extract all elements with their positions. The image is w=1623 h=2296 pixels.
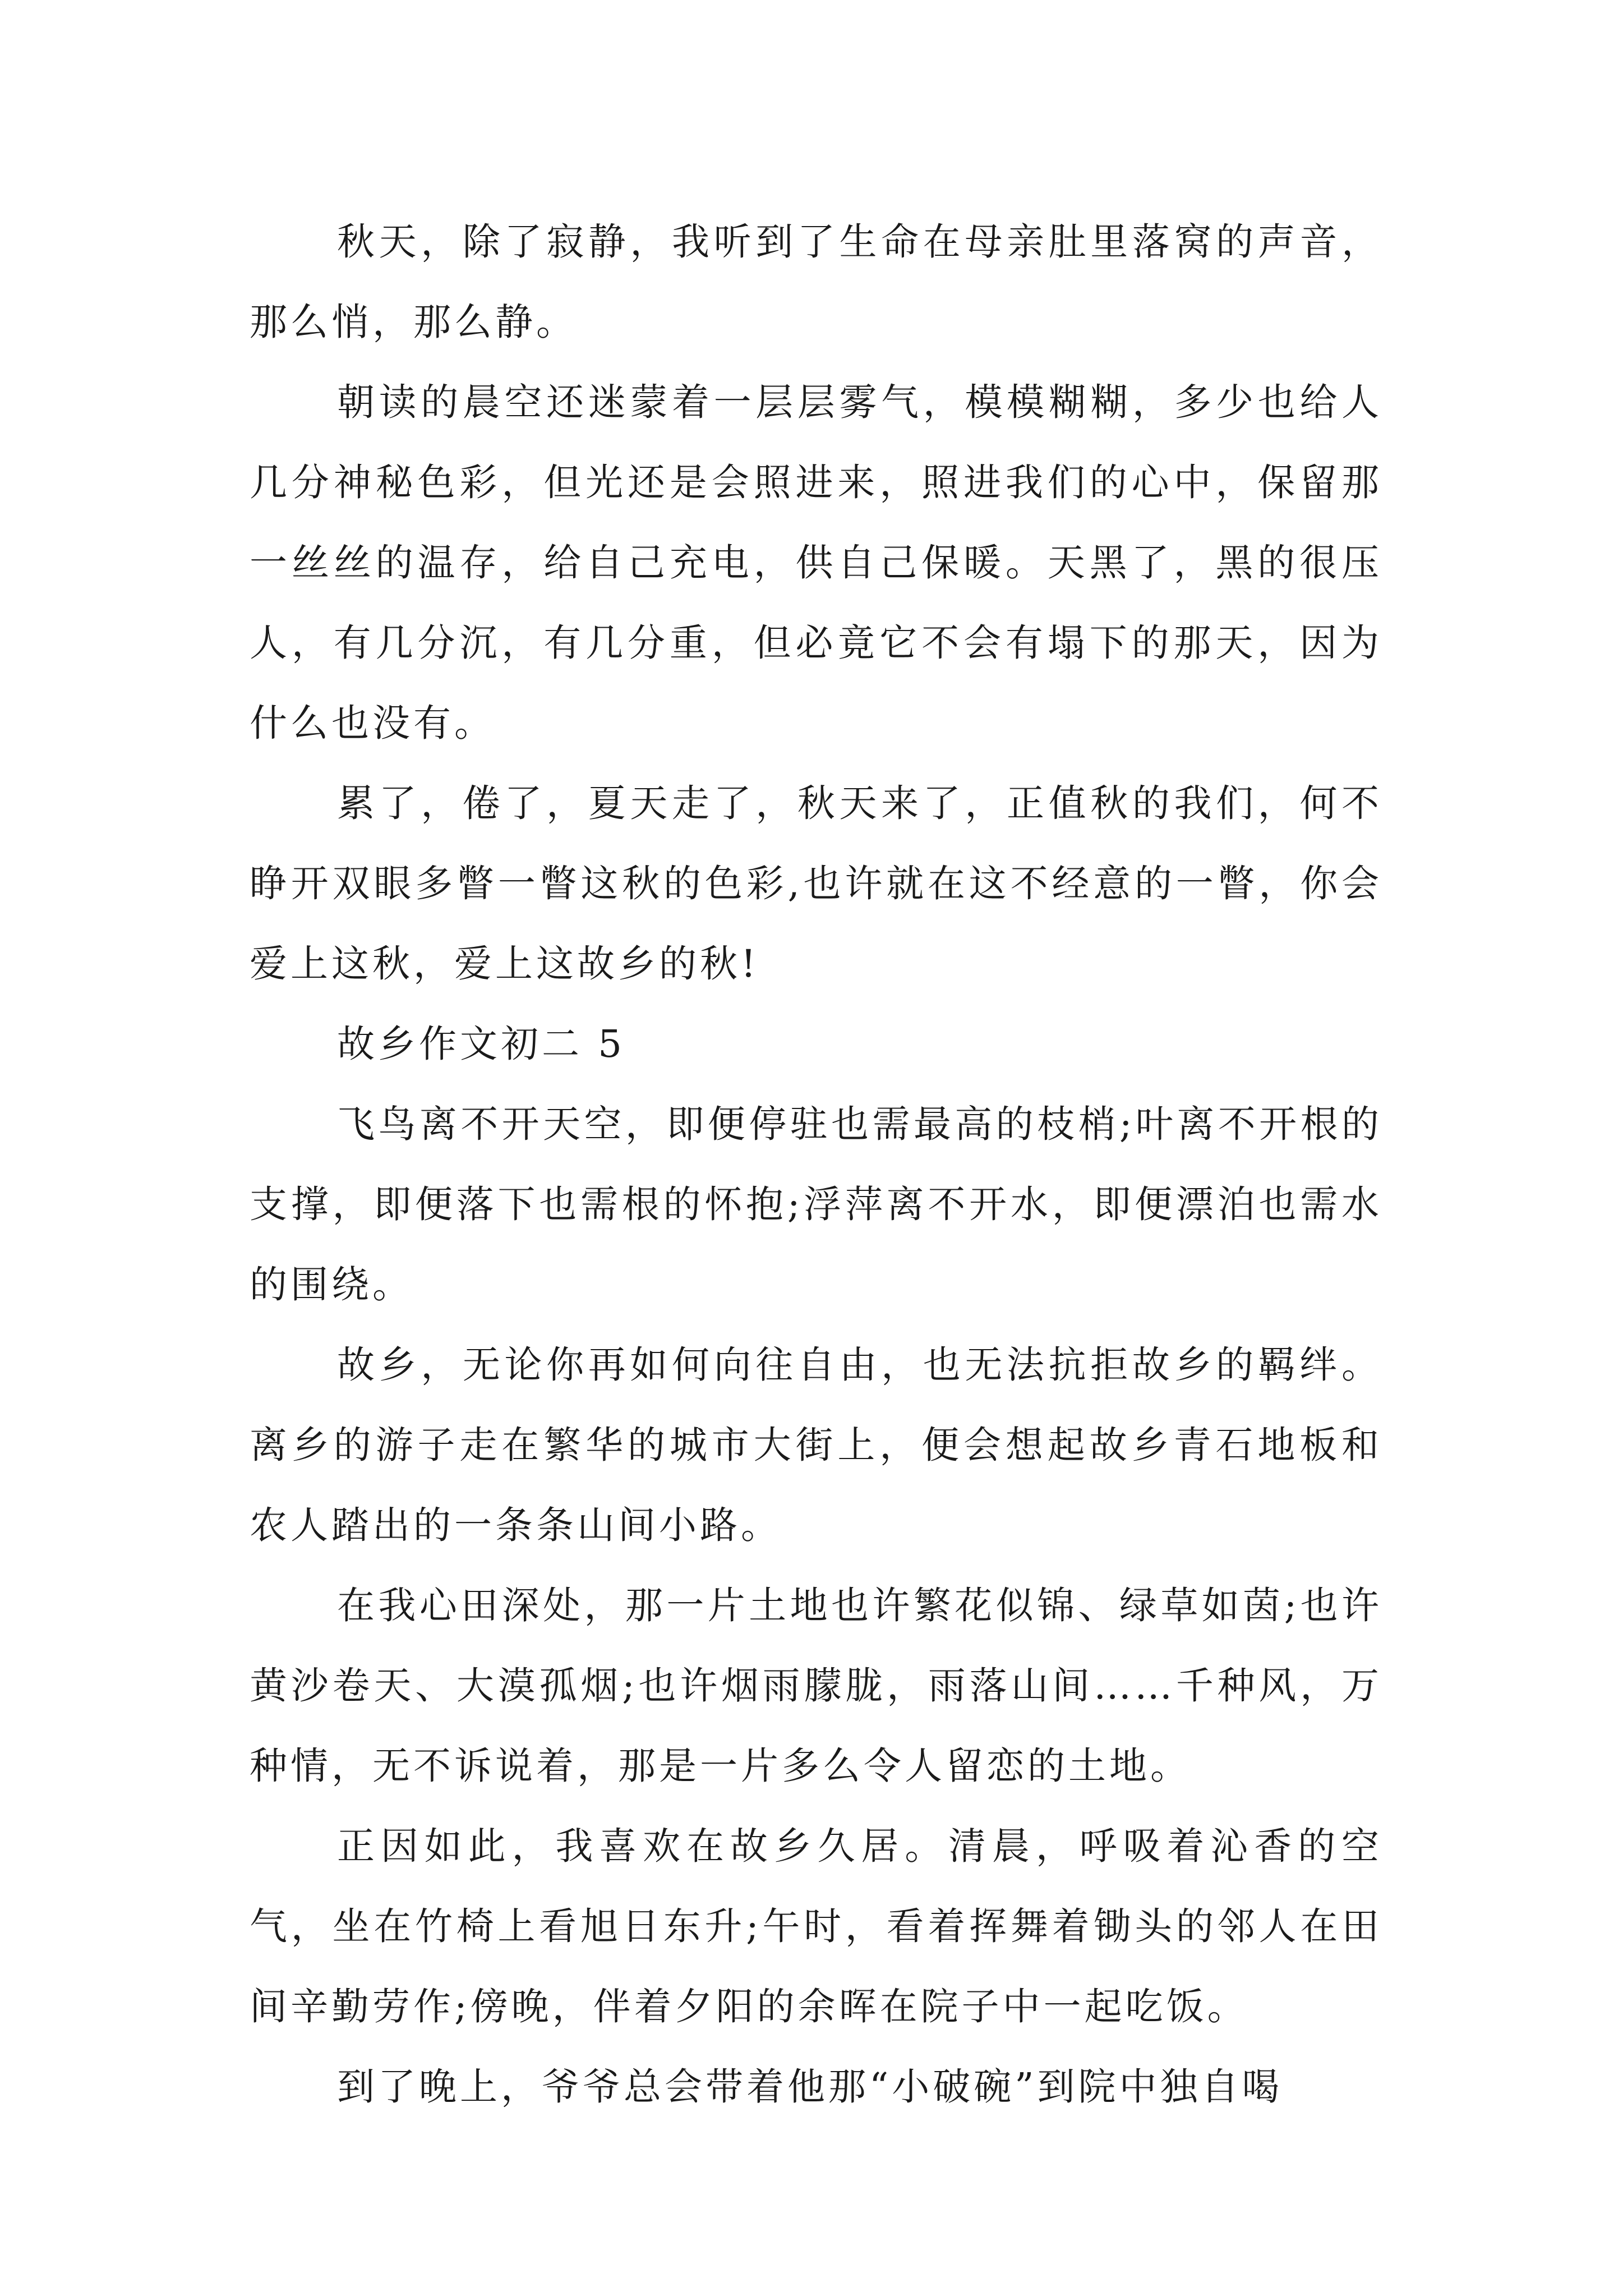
paragraph-autumn-silence: 秋天，除了寂静，我听到了生命在母亲肚里落窝的声音，那么悄，那么静。: [250, 220, 1382, 344]
paragraph-hometown-bond: 故乡，无论你再如何向往自由，也无法抗拒故乡的羁绊。离乡的游子走在繁华的城市大街上，便会想起故乡青石地板和农人踏出的一条条山间小路。: [250, 1343, 1382, 1547]
paragraph-morning-sky: 朝读的晨空还迷蒙着一层层雾气，模模糊糊，多少也给人几分神秘色彩，但光还是会照进来，照进我们的心中，保留那一丝丝的温存，给自己充电，供自己保暖。天黑了，黑的很压人，有几分沉，有几分重，但必竟它不会有塌下的那天，因为什么也没有。: [250, 380, 1382, 745]
paragraph-heart-land: 在我心田深处，那一片土地也许繁花似锦、绿草如茵;也许黄沙卷天、大漠孤烟;也许烟雨朦胧，雨落山间……千种风，万种情，无不诉说着，那是一片多么令人留恋的土地。: [250, 1584, 1382, 1788]
paragraph-autumn-colors: 累了，倦了，夏天走了，秋天来了，正值秋的我们，何不睁开双眼多瞥一瞥这秋的色彩,也许就在这不经意的一瞥，你会爱上这秋，爱上这故乡的秋!: [250, 781, 1382, 986]
document-body: [250, 202, 1382, 2127]
paragraph-daily-life: 正因如此，我喜欢在故乡久居。清晨，呼吸着沁香的空气，坐在竹椅上看旭日东升;午时，看着挥舞着锄头的邻人在田间辛勤劳作;傍晚，伴着夕阳的余晖在院子中一起吃饭。: [250, 1824, 1382, 2028]
paragraph-birds-leaves: 飞鸟离不开天空，即便停驻也需最高的枝梢;叶离不开根的支撑，即便落下也需根的怀抱;浮萍离不开水，即便漂泊也需水的围绕。: [250, 1102, 1382, 1306]
paragraph-grandfather: 到了晚上，爷爷总会带着他那“小破碗”到院中独自喝: [337, 2065, 1283, 2109]
section-title: 故乡作文初二 5: [337, 1022, 625, 1066]
